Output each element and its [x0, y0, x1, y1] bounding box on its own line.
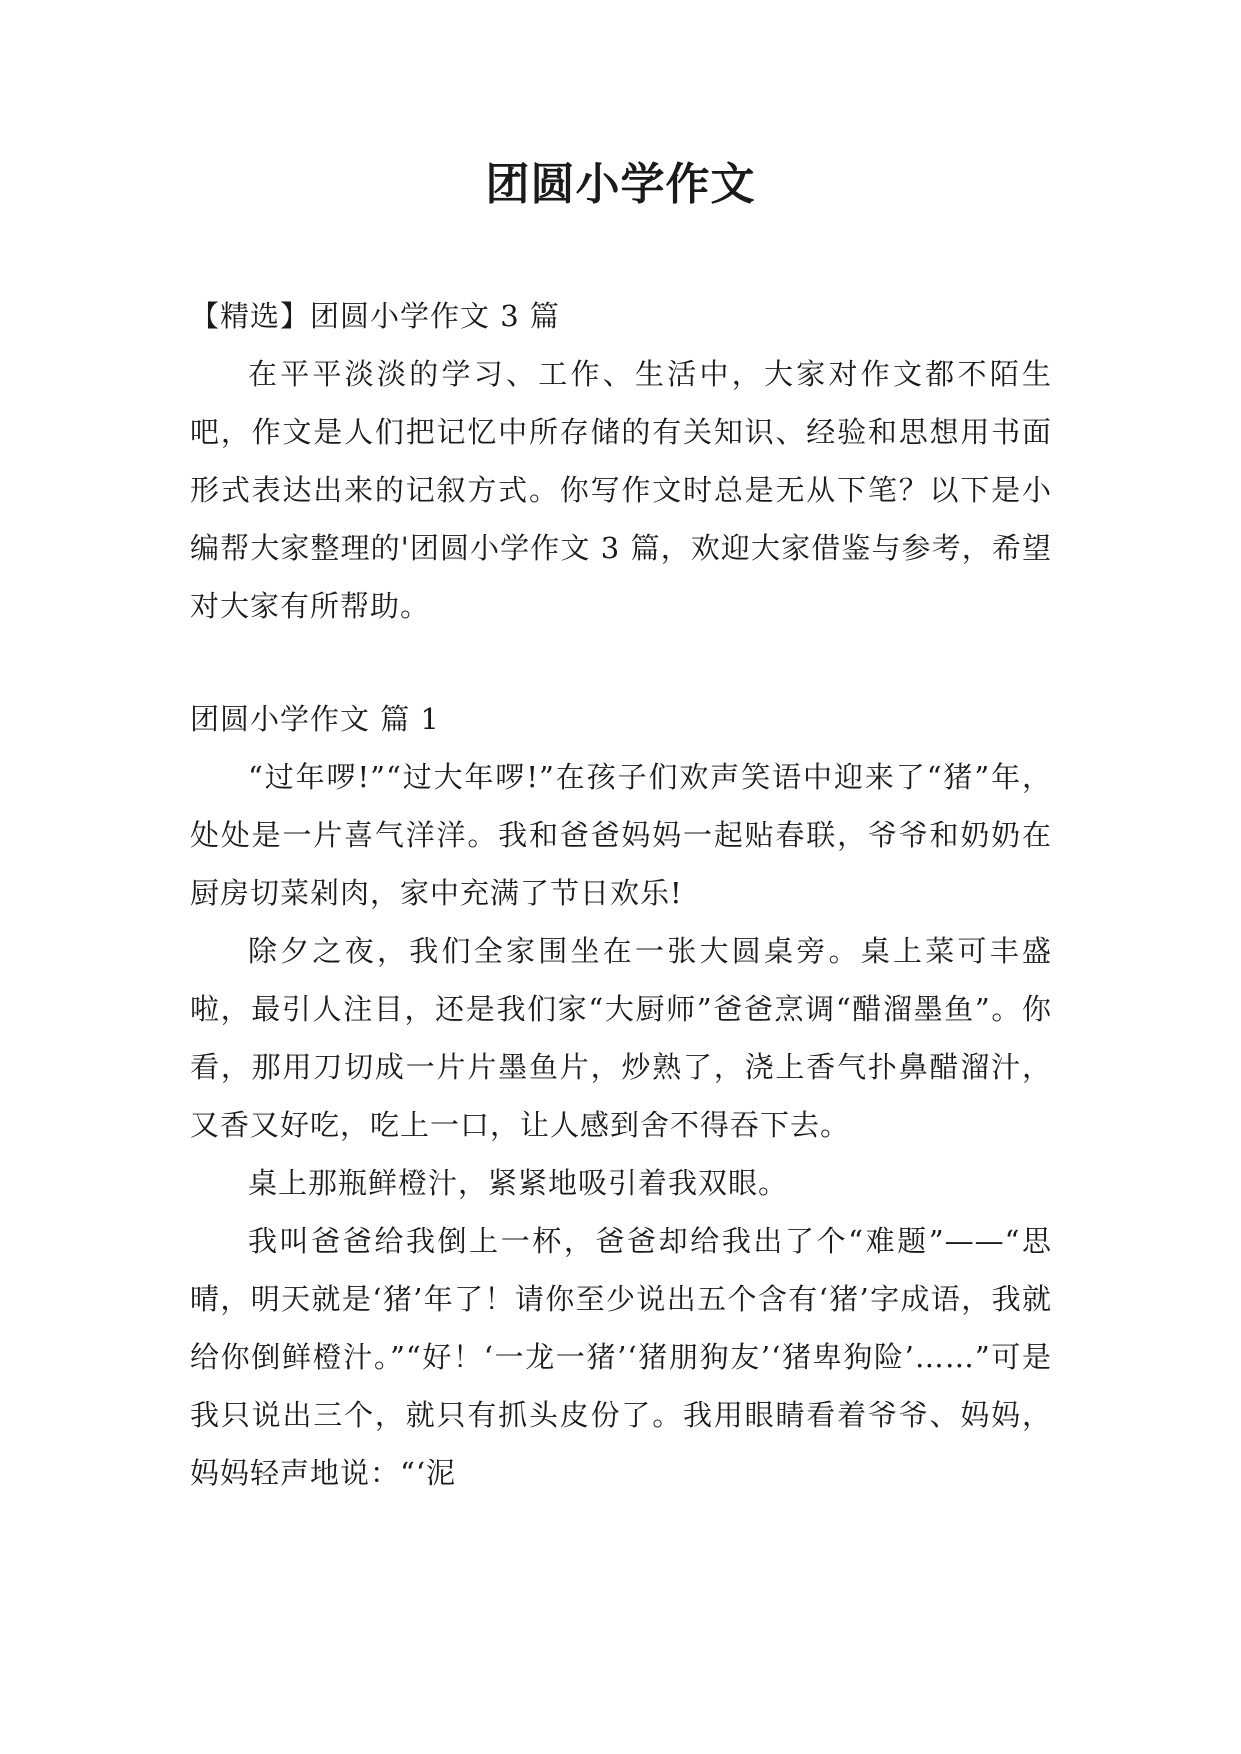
intro-paragraph: 在平平淡淡的学习、工作、生活中，大家对作文都不陌生吧，作文是人们把记忆中所存储的有关知识、经验和思想用书面形式表达出来的记叙方式。你写作文时总是无从下笔？以下是小编帮大家整理的'团圆小学作文 3 篇，欢迎大家借鉴与参考，希望对大家有所帮助。 [190, 357, 1052, 623]
essay-paragraph-2: 除夕之夜，我们全家围坐在一张大圆桌旁。桌上菜可丰盛啦，最引人注目，还是我们家“大厨师”爸爸烹调“醋溜墨鱼”。你看，那用刀切成一片片墨鱼片，炒熟了，浇上香气扑鼻醋溜汁，又香又好吃，吃上一口，让人感到舍不得吞下去。 [190, 934, 1052, 1142]
essay-section-1 [190, 690, 1052, 1502]
intro-block [190, 345, 1052, 635]
document-title: 团圆小学作文 [485, 159, 756, 210]
essay-paragraph-1: “过年啰!”“过大年啰!”在孩子们欢声笑语中迎来了“猪”年，处处是一片喜气洋洋。我和爸爸妈妈一起贴春联，爷爷和奶奶在厨房切菜剁肉，家中充满了节日欢乐! [190, 760, 1052, 910]
essay-paragraph-4: 我叫爸爸给我倒上一杯，爸爸却给我出了个“难题”——“思晴，明天就是‘猪’年了！请你至少说出五个含有‘猪’字成语，我就给你倒鲜橙汁。”“好！‘一龙一猪’‘猪朋狗友’‘猪卑狗险’……”可是我只说出三个，就只有抓头皮份了。我用眼睛看着爷爷、妈妈，妈妈轻声地说：“‘泥 [190, 1224, 1052, 1490]
document-subtitle: 【精选】团圆小学作文 3 篇 [190, 299, 560, 333]
section-heading: 团圆小学作文 篇 1 [190, 702, 440, 736]
essay-paragraph-3: 桌上那瓶鲜橙汁，紧紧地吸引着我双眼。 [248, 1166, 789, 1200]
